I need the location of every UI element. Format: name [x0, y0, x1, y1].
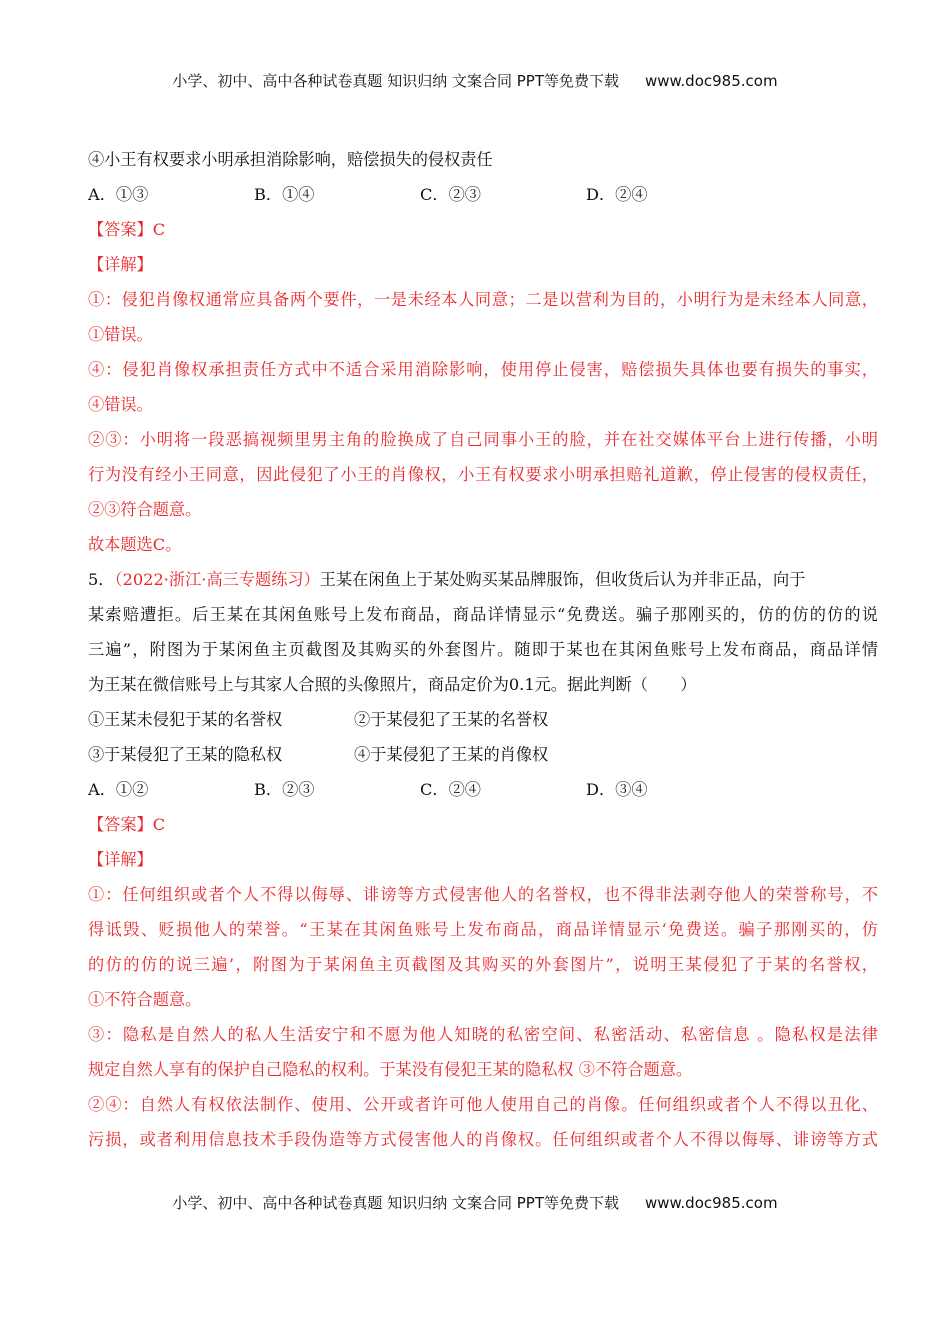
q4-statement-4: ④小王有权要求小明承担消除影响，赔偿损失的侵权责任 [88, 150, 493, 169]
q5-statement-4: ④于某侵犯了王某的肖像权 [354, 745, 549, 764]
q4-detail-line: ④错误。 [88, 395, 153, 414]
q4-option-a: A．①③ [88, 185, 149, 204]
q5-option-c: C．②④ [420, 780, 481, 799]
q5-detail-line: ③：隐私是自然人的私人生活安宁和不愿为他人知晓的私密空间、私密活动、私密信息 。隐私权是法律 [88, 1025, 878, 1044]
q5-stem-first-line [88, 562, 878, 597]
q5-answer-value: C [152, 815, 166, 834]
q4-detail-tag: 【详解】 [88, 255, 153, 274]
q5-detail-line: 得诋毁、贬损他人的荣誉。“王某在其闲鱼账号上发布商品，商品详情显示‘免费送。骗子那刚买的，仿 [88, 920, 878, 939]
q4-option-c: C．②③ [420, 185, 481, 204]
q5-stem-line: 某索赔遭拒。后王某在其闲鱼账号上发布商品，商品详情显示“免费送。骗子那刚买的，仿的仿的仿的说 [88, 605, 878, 624]
q5-detail-line: ①：任何组织或者个人不得以侮辱、诽谤等方式侵害他人的名誉权，也不得非法剥夺他人的荣誉称号，不 [88, 885, 878, 904]
q5-statements-row [88, 702, 878, 737]
q5-option-a: A．①② [88, 780, 149, 799]
q4-option-b: B．①④ [254, 185, 315, 204]
q5-detail-line: 污损，或者利用信息技术手段伪造等方式侵害他人的肖像权。任何组织或者个人不得以侮辱、诽谤等方式 [88, 1130, 878, 1149]
footer-text: 小学、初中、高中各种试卷真题 知识归纳 文案合同 PPT等免费下载 [172, 1194, 619, 1212]
page-footer [0, 1192, 950, 1213]
q5-answer [88, 807, 878, 842]
q4-answer [88, 212, 878, 247]
q5-detail-line: ①不符合题意。 [88, 990, 202, 1009]
q4-detail-line: ④：侵犯肖像权承担责任方式中不适合采用消除影响，使用停止侵害，赔偿损失具体也要有损失的事实， [88, 360, 878, 379]
q5-answer-tag: 【答案】 [88, 815, 153, 834]
q4-options [88, 177, 878, 212]
q4-option-d: D．②④ [586, 185, 648, 204]
q5-statements-row [88, 737, 878, 772]
q5-options [88, 772, 878, 807]
q4-detail-line: ②③：小明将一段恶搞视频里男主角的脸换成了自己同事小王的脸，并在社交媒体平台上进行传播，小明 [88, 430, 878, 449]
q4-answer-tag: 【答案】 [88, 220, 153, 239]
q5-detail-line: ②④：自然人有权依法制作、使用、公开或者许可他人使用自己的肖像。任何组织或者个人不得以丑化、 [88, 1095, 878, 1114]
q5-detail-line: 规定自然人享有的保护自己隐私的权利。于某没有侵犯王某的隐私权 ③不符合题意。 [88, 1060, 693, 1079]
q5-option-b: B．②③ [254, 780, 315, 799]
q4-detail-line: ①：侵犯肖像权通常应具备两个要件，一是未经本人同意；二是以营利为目的，小明行为是未经本人同意， [88, 290, 878, 309]
footer-url[interactable]: www.doc985.com [644, 1194, 778, 1212]
q4-answer-value: C [152, 220, 166, 239]
document-body [88, 142, 878, 1157]
q5-number: 5． [88, 570, 115, 589]
q5-stem-line: 三遍”，附图为于某闲鱼主页截图及其购买的外套图片。随即于某也在其闲鱼账号上发布商品，商品详情 [88, 640, 878, 659]
q5-stem-text: 王某在闲鱼上于某处购买某品牌服饰，但收货后认为并非正品，向于 [319, 570, 806, 589]
header-text: 小学、初中、高中各种试卷真题 知识归纳 文案合同 PPT等免费下载 [172, 72, 619, 90]
header-url[interactable]: www.doc985.com [644, 72, 778, 90]
q4-conclusion: 故本题选C。 [88, 535, 182, 554]
q5-source: （2022·浙江·高三专题练习） [114, 570, 320, 589]
q5-statement-1: ①王某未侵犯于某的名誉权 [88, 710, 283, 729]
q4-detail-line: ①错误。 [88, 325, 153, 344]
q5-stem-line: 为王某在微信账号上与其家人合照的头像照片，商品定价为0.1元。据此判断（ ） [88, 675, 697, 694]
q5-option-d: D．③④ [586, 780, 648, 799]
q5-statement-3: ③于某侵犯了王某的隐私权 [88, 745, 283, 764]
q4-detail-line: ②③符合题意。 [88, 500, 202, 519]
q5-detail-tag: 【详解】 [88, 850, 153, 869]
page-header [0, 70, 950, 91]
q4-detail-line: 行为没有经小王同意，因此侵犯了小王的肖像权，小王有权要求小明承担赔礼道歉，停止侵害的侵权责任， [88, 465, 878, 484]
q5-statement-2: ②于某侵犯了王某的名誉权 [354, 710, 549, 729]
q5-detail-line: 的仿的仿的说三遍’，附图为于某闲鱼主页截图及其购买的外套图片”，说明王某侵犯了于某的名誉权， [88, 955, 878, 974]
